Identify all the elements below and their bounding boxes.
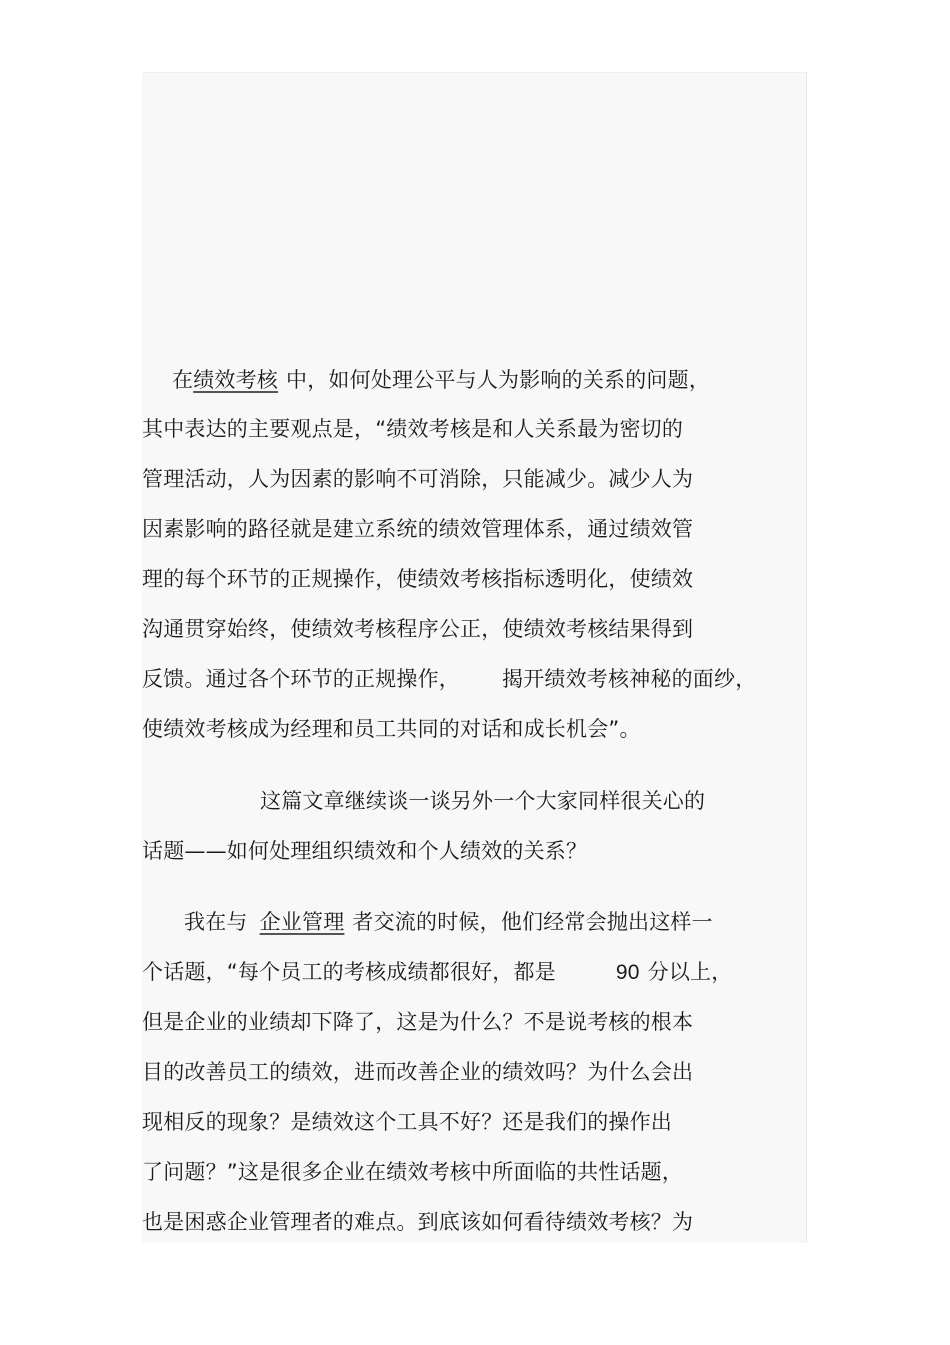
p1-line-1: [172, 367, 710, 393]
p3-line-4: 目的改善员工的绩效，进而改善企业的绩效吗？为什么会出: [142, 1060, 694, 1084]
p3-line-1: [184, 909, 713, 935]
p1-line-5: 理的每个环节的正规操作，使绩效考核指标透明化，使绩效: [142, 567, 694, 591]
p1-text: 反馈。通过各个环节的正规操作，: [142, 667, 460, 691]
p1-line-7: [142, 666, 756, 692]
p3-line-3: 但是企业的业绩却下降了，这是为什么？不是说考核的根本: [142, 1010, 694, 1034]
p3-text: 个话题，“每个员工的考核成绩都很好，都是: [142, 960, 556, 984]
p1-line-8: 使绩效考核成为经理和员工共同的对话和成长机会”。: [142, 717, 641, 741]
p3-line-5: 现相反的现象？是绩效这个工具不好？还是我们的操作出: [142, 1110, 672, 1134]
p1-text: 在: [172, 368, 194, 392]
score-number: 90: [615, 961, 640, 984]
p1-line-3: 管理活动，人为因素的影响不可消除，只能减少。减少人为: [142, 467, 694, 491]
p2-line-2: 话题——如何处理组织绩效和个人绩效的关系？: [142, 839, 588, 863]
p1-line-4: 因素影响的路径就是建立系统的绩效管理体系，通过绩效管: [142, 517, 694, 541]
p1-text: 揭开绩效考核神秘的面纱，: [502, 667, 757, 691]
document-page: [142, 72, 807, 1243]
p3-line-6: 了问题？”这是很多企业在绩效考核中所面临的共性话题，: [142, 1160, 684, 1184]
p3-line-7: 也是困惑企业管理者的难点。到底该如何看待绩效考核？为: [142, 1210, 694, 1234]
enterprise-management-link[interactable]: 企业管理: [259, 910, 345, 934]
p1-text: 中，如何处理公平与人为影响的关系的问题，: [286, 368, 711, 392]
performance-appraisal-link[interactable]: 绩效考核: [193, 368, 279, 392]
p2-line-1: 这篇文章继续谈一谈另外一个大家同样很关心的: [260, 789, 706, 813]
p1-line-2: 其中表达的主要观点是，“绩效考核是和人关系最为密切的: [142, 417, 684, 441]
p3-text: 我在与: [184, 910, 248, 934]
p1-line-6: 沟通贯穿始终，使绩效考核程序公正，使绩效考核结果得到: [142, 617, 694, 641]
p3-text: 分以上，: [647, 960, 733, 984]
p3-text: 者交流的时候，他们经常会抛出这样一: [352, 910, 713, 934]
p3-line-2: [142, 959, 732, 986]
